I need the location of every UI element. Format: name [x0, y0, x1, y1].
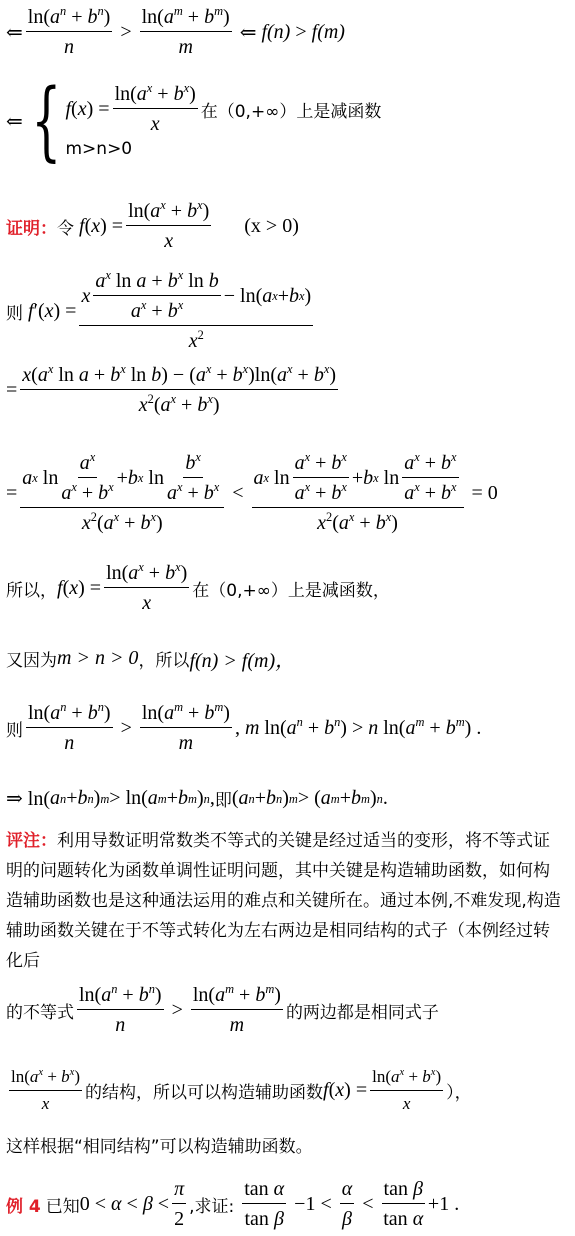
line-2-system: ⇐ { f ( x ) = $\frac{\ln(a^x + b^x)}{x}$ 在（0,+∞）上是减函数 m>n>0: [6, 71, 382, 171]
same-structure-line: 的不等式 $\frac{\ln(a^n + b^n)}{n}$ > $\frac{\ln(a^m + b^m)}{m}$ 的两边都是相同式子: [6, 981, 439, 1036]
fraction-ln-am-bm-over-m: $\frac{\ln(a^m + b^m)}{m}$: [141, 3, 230, 58]
comment-label: 评注：: [6, 831, 57, 851]
fraction-fx-def: $\frac{\ln(a^x + b^x)}{x}$: [114, 80, 196, 135]
example-label: 例 4: [6, 1196, 41, 1217]
domain-text: (x > 0): [244, 214, 299, 237]
last-text: 这样根据“相同结构”可以构造辅助函数。: [6, 1137, 313, 1157]
again-line: 又因为 m > n > 0 ，所以 f(n) > f(m)，: [6, 647, 296, 672]
implied-by-arrow: ⇐: [6, 21, 23, 44]
comment-body: 利用导数证明常数类不等式的关键是经过适当的变形，将不等式证明的问题转化为函数单调性证明问题，其中关键是构造辅助函数，如何构造辅助函数也是这种通法运用的难点和关键所在。通过本例,不难发现,构造辅助函数关键在于不等式转化为左右两边是相同结构的式子（本例经过转化后: [6, 831, 561, 971]
so-line: 所以， f ( x ) = $\frac{\ln(a^x + b^x)}{x}$ 在（0,+∞）上是减函数，: [6, 559, 390, 614]
condition-text: m>n>0: [65, 139, 133, 159]
implies-line: ⇒ ln( a n + b n ) m > ln( a m + b m ) n , 即 ( a n + b n ) m > ( a m + b m ) n .: [6, 787, 388, 811]
proof-label: 证明：: [6, 218, 57, 239]
example-4-line: 例 4 已知 0 < α < β < $\frac{\pi}{2}$ ,求证: $\frac{\text{tan α}}{\text{tan β}}$ −1 < $\frac{\alpha}{\beta}$ < $\frac{\text{tan β}}{\text{tan α}}$ +1 .: [6, 1178, 460, 1230]
derivative-compare: = a x ln $\frac{a^x}{a^x + b^x}$ + b x ln $\frac{b^x}{a^x + b^x}$ $x^2(a^x + b^x)$ < a x ln $\frac{a^x + b^x}{a^x + b^x}$ + b x ln $\frac{a^x + b^x}{a^x + b^x}$ $x^2(a^x + b^x)$ = 0: [6, 449, 498, 534]
fraction-proof-fx: $\frac{\ln(a^x + b^x)}{x}$: [128, 197, 210, 252]
left-brace: {: [31, 71, 62, 171]
decreasing-text: 在（0,+∞）上是减函数: [200, 101, 382, 122]
fraction-ln-an-bn-over-n: $\frac{\ln(a^n + b^n)}{n}$: [27, 3, 111, 58]
derivative-line: 则 f ′( x ) = x $\frac{a^x \ln a + b^x \ln b}{a^x + b^x}$ − ln( a x + b x ) $x^2$: [6, 267, 312, 352]
fraction-derivative: x $\frac{a^x \ln a + b^x \ln b}{a^x + b^x}$ − ln( a x + b x ) $x^2$: [81, 267, 312, 352]
line-1: ⇐ $\frac{\ln(a^n + b^n)}{n}$ > $\frac{\ln(a^m + b^m)}{m}$ ⇐ f(n) > f(m): [6, 3, 345, 58]
structure-line: $\frac{\ln(a^x + b^x)}{x}$ 的结构，所以可以构造辅助函数 f ( x ) = $\frac{\ln(a^x + b^x)}{x}$ ），: [11, 1067, 472, 1113]
then-line: 则 $\frac{\ln(a^n + b^n)}{n}$ > $\frac{\ln(a^m + b^m)}{m}$ , m $\ln(a^n + b^n) > n$ $\ln(a^m + b^m)$ .: [6, 699, 482, 754]
comment-paragraph: [6, 826, 566, 976]
proof-line: 证明： 令 f ( x ) = $\frac{\ln(a^x + b^x)}{x}$ (x > 0): [6, 197, 299, 252]
derivative-simplified: = $\frac{x(a^x \ln a + b^x \ln b) - (a^x + b^x)\ln(a^x + b^x)}{x^2(a^x + b^x)}$: [6, 361, 336, 416]
